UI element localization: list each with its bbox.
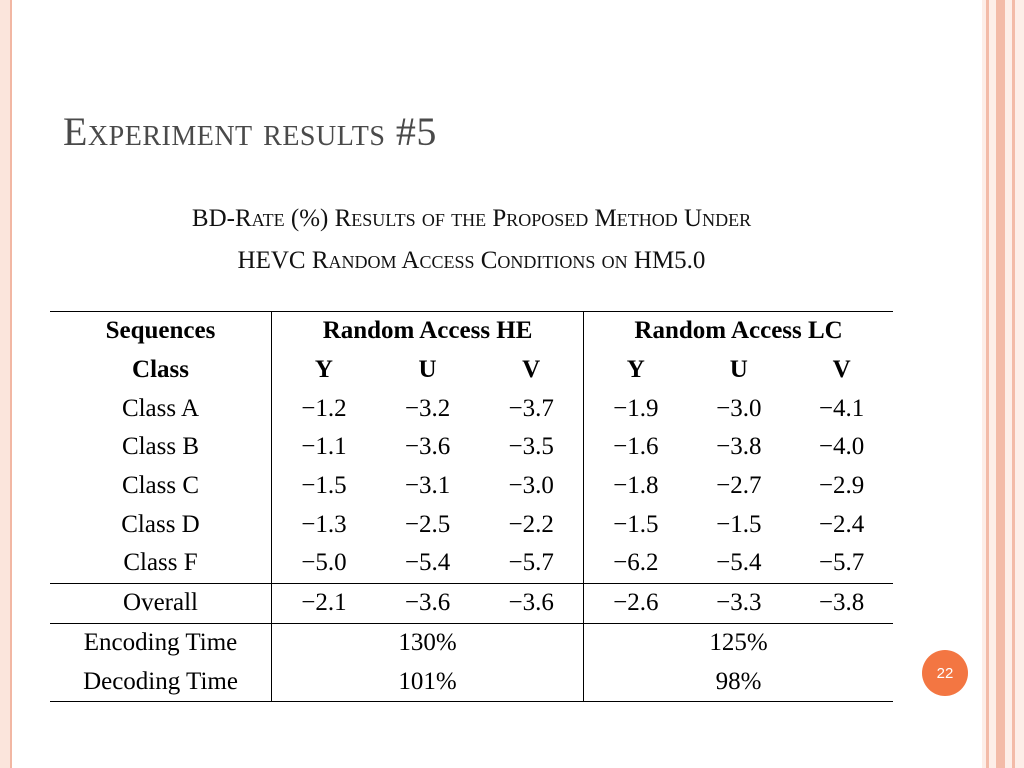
page-number-badge: 22: [922, 650, 968, 696]
cell-he-u: −3.6: [376, 583, 479, 623]
frame-stripe: [1012, 0, 1015, 768]
cell-lc-y: −1.6: [613, 433, 659, 461]
header-row-channels: [50, 351, 893, 390]
encoding-time-he: 130%: [272, 623, 584, 662]
cell-he-y: −1.2: [301, 394, 347, 422]
overall-row: [50, 583, 893, 623]
cell-lc-v: −2.9: [818, 472, 865, 500]
cell-he-v: −3.0: [479, 467, 583, 506]
table-row: [50, 505, 893, 544]
frame-stripe: [986, 0, 989, 768]
cell-lc-v: −5.7: [790, 544, 893, 583]
cell-lc-v: −2.4: [818, 510, 865, 538]
cell-lc-u: −5.4: [687, 544, 790, 583]
right-frame-border: [982, 0, 1024, 768]
header-sequences: Sequences: [50, 312, 272, 351]
header-he-v: V: [479, 351, 583, 390]
row-label: Class B: [50, 428, 272, 467]
overall-label: Overall: [50, 583, 272, 623]
encoding-time-lc: 125%: [709, 628, 768, 656]
header-lc-v: V: [832, 356, 851, 384]
cell-he-y: −1.5: [301, 472, 347, 500]
cell-he-y: −1.3: [301, 510, 347, 538]
table-row: [50, 389, 893, 428]
left-frame-border: [0, 0, 12, 768]
bd-rate-table: [50, 311, 893, 702]
header-row-groups: [50, 312, 893, 351]
caption-line-1: BD-Rate (%) Results of the Proposed Method Under: [191, 205, 752, 232]
header-lc-y: Y: [626, 356, 645, 384]
cell-lc-u: −3.8: [716, 433, 762, 461]
cell-he-u: −3.6: [404, 433, 451, 461]
encoding-time-row: [50, 623, 893, 662]
cell-lc-u: −3.3: [687, 583, 790, 623]
cell-lc-v: −3.8: [790, 583, 893, 623]
cell-lc-v: −4.0: [818, 433, 865, 461]
table-row: [50, 467, 893, 506]
decoding-time-lc: 98%: [584, 662, 893, 701]
header-class: Class: [50, 351, 272, 390]
cell-he-y: −1.1: [301, 433, 347, 461]
cell-he-u: −5.4: [376, 544, 479, 583]
header-he-u: U: [418, 356, 437, 384]
decoding-time-he: 101%: [272, 662, 584, 701]
encoding-time-label: Encoding Time: [50, 623, 272, 662]
frame-stripe: [996, 0, 1005, 768]
cell-he-v: −3.7: [479, 389, 583, 428]
table-row: [50, 544, 893, 583]
cell-lc-v: −4.1: [818, 394, 865, 422]
header-lc-u: U: [729, 356, 748, 384]
table-row: [50, 428, 893, 467]
row-label: Class D: [50, 505, 272, 544]
header-random-access-lc: Random Access LC: [584, 312, 893, 351]
cell-lc-y: −2.6: [584, 583, 688, 623]
slide-title: Experiment results #5: [63, 109, 437, 154]
cell-lc-y: −1.5: [613, 510, 659, 538]
cell-he-y: −2.1: [272, 583, 376, 623]
decoding-time-row: [50, 662, 893, 701]
cell-he-u: −3.1: [404, 472, 451, 500]
row-label: Class A: [50, 389, 272, 428]
cell-lc-u: −1.5: [716, 510, 762, 538]
cell-he-v: −2.2: [479, 505, 583, 544]
cell-lc-u: −2.7: [716, 472, 762, 500]
decoding-time-label: Decoding Time: [50, 662, 272, 701]
cell-he-y: −5.0: [272, 544, 376, 583]
cell-he-v: −5.7: [479, 544, 583, 583]
cell-lc-y: −6.2: [584, 544, 688, 583]
row-label: Class F: [50, 544, 272, 583]
cell-he-v: −3.6: [479, 583, 583, 623]
cell-he-v: −3.5: [479, 428, 583, 467]
caption-line-2: HEVC Random Access Conditions on HM5.0: [237, 247, 706, 274]
cell-lc-y: −1.8: [613, 472, 659, 500]
header-he-y: Y: [314, 356, 333, 384]
cell-he-u: −3.2: [404, 394, 451, 422]
cell-lc-y: −1.9: [613, 394, 659, 422]
cell-lc-u: −3.0: [716, 394, 762, 422]
table-caption: [50, 198, 893, 282]
cell-he-u: −2.5: [404, 510, 451, 538]
row-label: Class C: [50, 467, 272, 506]
header-random-access-he: Random Access HE: [272, 312, 584, 351]
